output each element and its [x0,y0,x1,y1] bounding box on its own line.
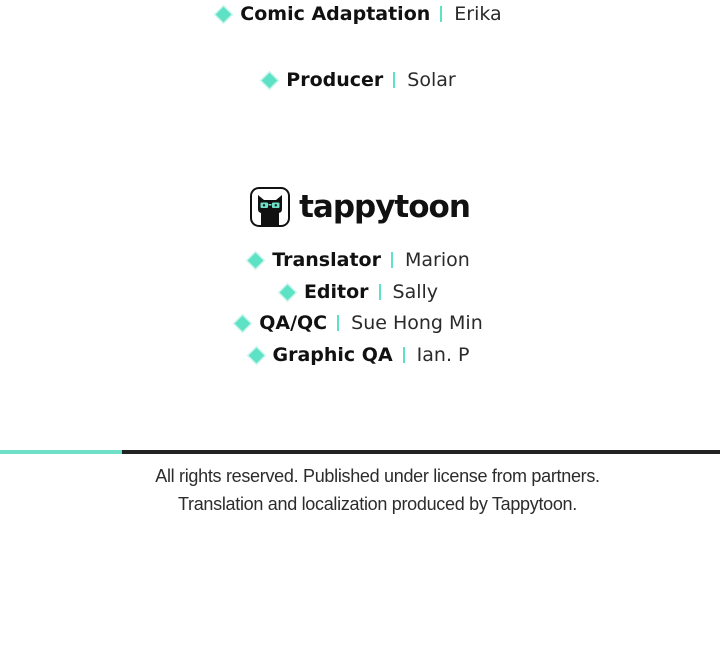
credit-name: Sue Hong Min [351,312,483,334]
credit-name: Marion [404,249,470,271]
brand-name: tappytoon [299,189,470,225]
diamond-bullet-icon [248,347,264,363]
credit-role: Translator [272,249,381,271]
divider-accent [0,450,122,454]
credit-name: Erika [454,3,502,25]
credit-separator [393,72,395,88]
divider-line [122,450,720,454]
footer-rights-line: All rights reserved. Published under license from partners. [155,466,600,486]
cat-with-glasses-icon [250,187,290,227]
credit-comic-adaptation [0,2,720,26]
credit-role: QA/QC [259,312,328,334]
credit-translator [0,248,720,272]
diamond-bullet-icon [262,72,278,88]
diamond-bullet-icon [280,284,296,300]
credit-qa-qc [0,311,720,335]
credit-role: Editor [303,281,369,303]
credit-name: Sally [392,281,439,303]
credit-name: Solar [407,69,456,91]
credit-role: Producer [286,69,384,91]
credit-editor [0,280,720,304]
credit-separator [391,252,393,268]
diamond-bullet-icon [216,6,232,22]
credit-producer [0,68,720,92]
diamond-bullet-icon [248,252,264,268]
diamond-bullet-icon [235,315,251,331]
footer-localization-line: Translation and localization produced by Tappytoon. [178,494,577,514]
credit-separator [440,6,442,22]
credit-graphic-qa [0,343,720,367]
credit-name: Ian. P [416,344,470,366]
credit-separator [337,315,339,331]
credit-role: Graphic QA [272,344,393,366]
credit-separator [379,284,381,300]
tappytoon-logo [0,187,720,227]
credit-separator [403,347,405,363]
credit-role: Comic Adaptation [240,3,431,25]
